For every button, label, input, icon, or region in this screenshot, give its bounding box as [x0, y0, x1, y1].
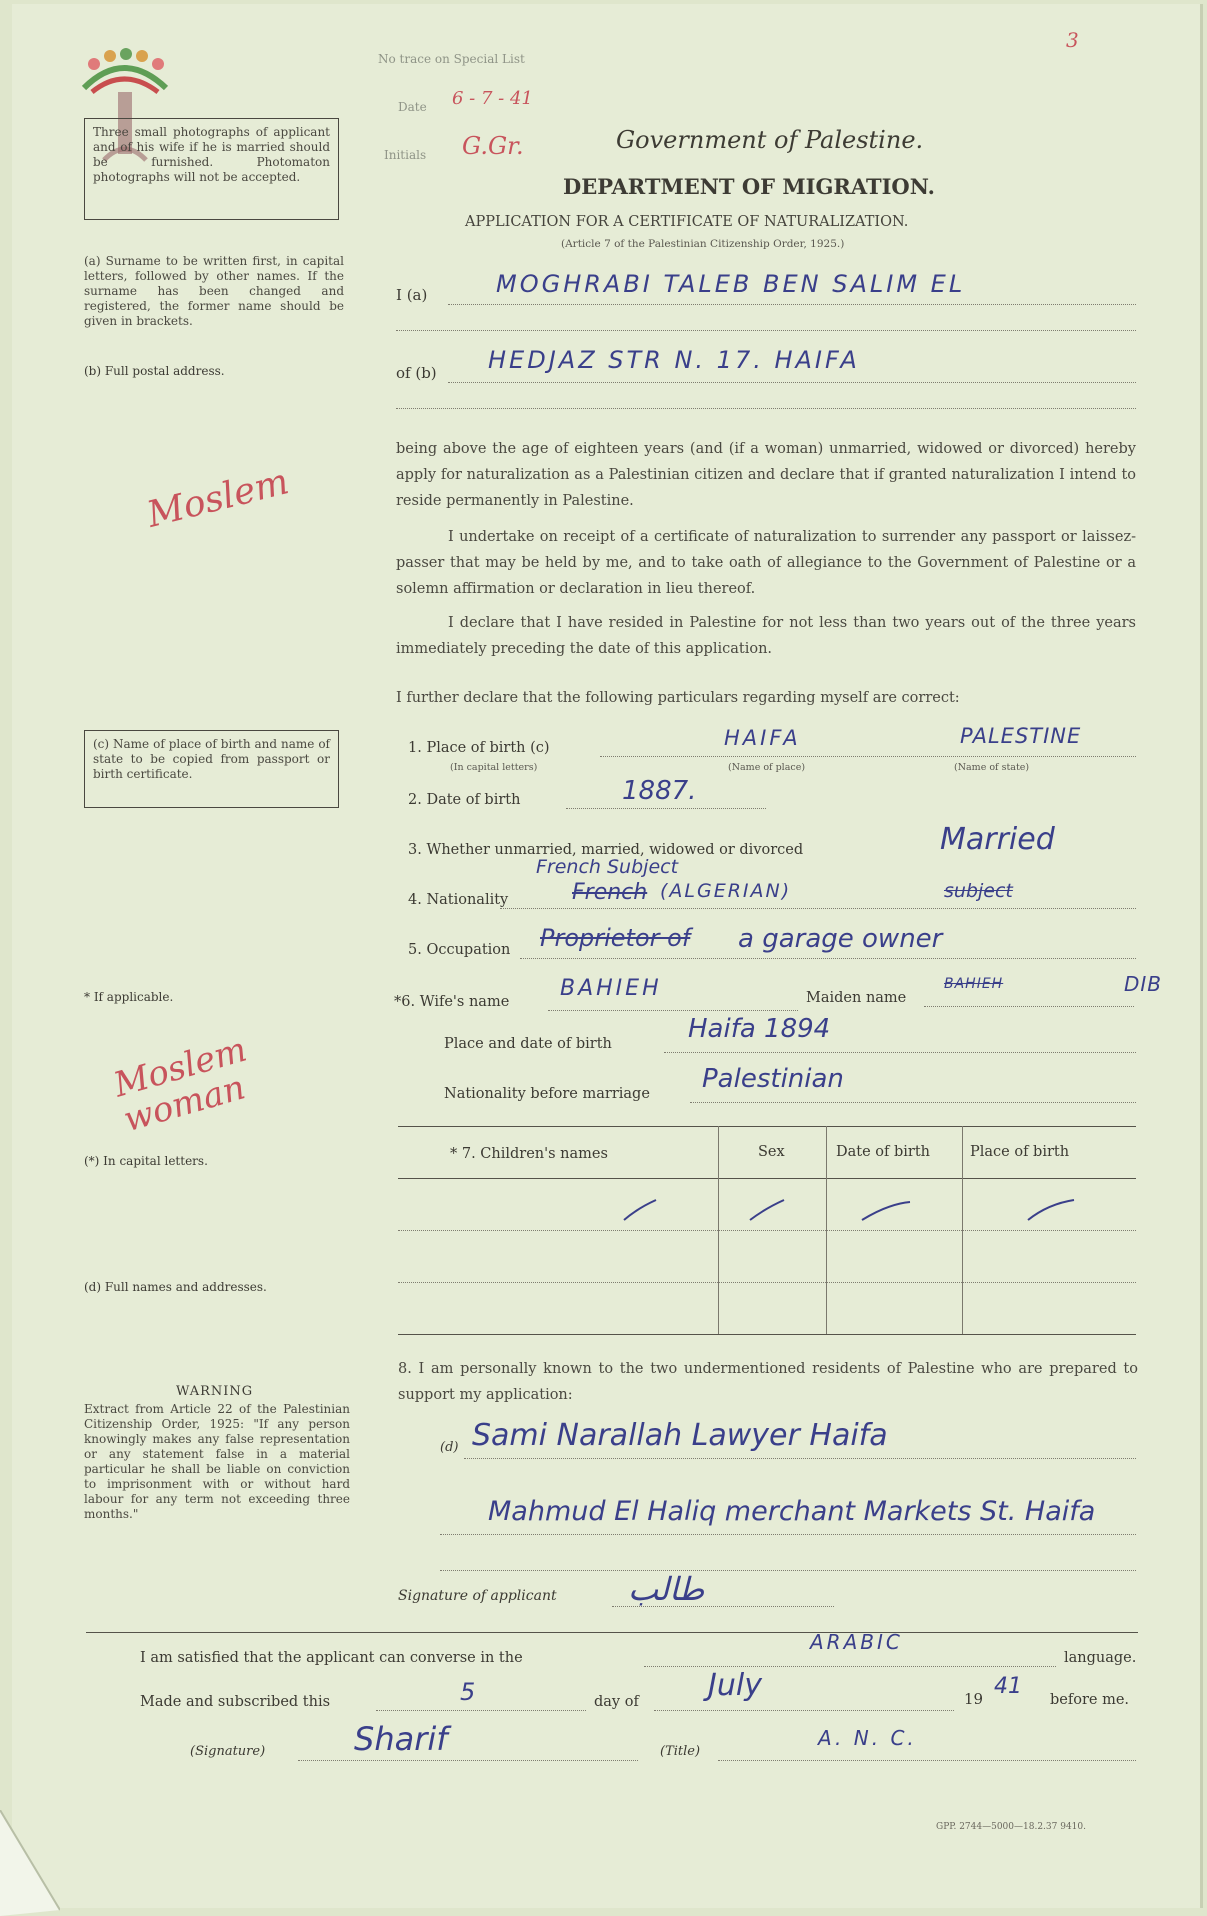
address-prefix: of (b) [396, 364, 437, 382]
marital-label: 3. Whether unmarried, married, widowed or divorced [408, 842, 804, 858]
birth-state-value: PALESTINE [960, 724, 1082, 748]
page-number: 3 [1066, 28, 1079, 52]
title-value: A. N. C. [818, 1726, 917, 1750]
note-if-applicable: * If applicable. [84, 990, 174, 1004]
footer-print-code: GPP. 2744—5000—18.2.37 9410. [936, 1822, 1086, 1832]
language-line [644, 1666, 1056, 1667]
wife-birth-label: Place and date of birth [444, 1036, 612, 1052]
maiden-value: DIB [1124, 972, 1163, 996]
marital-value: Married [940, 822, 1055, 857]
made-label: Made and subscribed this [140, 1694, 331, 1710]
referee-3-line [440, 1570, 1136, 1571]
wife-religion-mark: Moslem woman [109, 1029, 252, 1141]
address-line [448, 382, 1136, 383]
wife-birth-value: Haifa 1894 [688, 1014, 831, 1044]
application-title: APPLICATION FOR A CERTIFICATE OF NATURALIZATION. [465, 214, 909, 230]
referee-1: Sami Narallah Lawyer Haifa [472, 1418, 888, 1453]
children-header-birthplace: Place of birth [970, 1144, 1070, 1160]
photo-note: Three small photographs of applicant and of his wife if he is married should be furnished. Photomaton photographs will not be accepted. [93, 125, 330, 184]
birth-place-line [600, 756, 1136, 757]
department-title: DEPARTMENT OF MIGRATION. [563, 174, 935, 199]
children-header-sex: Sex [758, 1144, 785, 1160]
nationality-line [500, 908, 1136, 909]
note-capital-letters: (*) In capital letters. [84, 1154, 208, 1168]
wife-line [548, 1010, 798, 1011]
table-bottom-rule [398, 1334, 1136, 1335]
certification-statement: I am satisfied that the applicant can converse in the [140, 1650, 523, 1666]
official-signature-label: (Signature) [190, 1744, 266, 1759]
nationality-label: 4. Nationality [408, 892, 509, 908]
applicant-signature: طالب [628, 1570, 705, 1608]
applicant-signature-label: Signature of applicant [398, 1588, 557, 1604]
applicant-name: MOGHRABI TALEB BEN SALIM EL [496, 270, 966, 298]
name-line-2 [396, 330, 1136, 331]
table-row-line-2 [398, 1282, 1136, 1283]
note-postal-address: (b) Full postal address. [84, 364, 225, 378]
maiden-struck: BAHIEH [944, 976, 1004, 992]
day-label: day of [594, 1694, 639, 1710]
applicant-signature-line [612, 1606, 834, 1607]
note-full-names: (d) Full names and addresses. [84, 1280, 267, 1294]
dob-line [566, 808, 766, 809]
occupation-value: a garage owner [738, 924, 943, 954]
official-signature-line [298, 1760, 638, 1761]
referees-intro: 8. I am personally known to the two undermentioned residents of Palestine who are prepared to support my application: [398, 1361, 1138, 1403]
referees-prefix: (d) [440, 1440, 459, 1455]
dob-label: 2. Date of birth [408, 792, 521, 808]
wife-nationality-label: Nationality before marriage [444, 1086, 650, 1102]
applicant-address: HEDJAZ STR N. 17. HAIFA [488, 346, 860, 374]
further-declaration: I further declare that the following particulars regarding myself are correct: [396, 690, 960, 706]
declaration-3: I declare that I have resided in Palestine for not less than two years out of the three years immediately preceding the date of this application. [396, 615, 1136, 657]
referee-2: Mahmud El Haliq merchant Markets St. Haifa [488, 1496, 1096, 1527]
children-header-dob: Date of birth [836, 1144, 931, 1160]
note-birth-box [84, 730, 339, 808]
title-line [718, 1760, 1136, 1761]
stamp-date-label: Date [398, 100, 427, 114]
stamp-date-value: 6 - 7 - 41 [452, 88, 533, 109]
stamp-no-trace: No trace on Special List [378, 52, 525, 66]
occupation-struck: Proprietor of [540, 924, 691, 952]
stamp-initials-value: G.Gr. [462, 132, 524, 160]
note-birth-place: (c) Name of place of birth and name of state to be copied from passport or birth certificate. [93, 737, 330, 781]
occupation-line [520, 958, 1136, 959]
year-prefix: 19 [964, 1690, 984, 1708]
birth-place-label: 1. Place of birth (c) [408, 740, 550, 756]
in-capital-letters: (In capital letters) [450, 762, 538, 773]
occupation-label: 5. Occupation [408, 942, 511, 958]
official-signature: Sharif [354, 1720, 448, 1758]
wife-nationality-value: Palestinian [702, 1064, 844, 1094]
children-header-names: * 7. Children's names [450, 1146, 608, 1162]
nationality-value: (ALGERIAN) [660, 880, 792, 902]
article-reference: (Article 7 of the Palestinian Citizenship Order, 1925.) [561, 238, 845, 250]
maiden-line [924, 1006, 1134, 1007]
language-value: ARABIC [810, 1630, 903, 1654]
table-header-rule [398, 1178, 1136, 1179]
referee-1-line [464, 1458, 1136, 1459]
name-of-state: (Name of state) [954, 762, 1030, 773]
name-prefix: I (a) [396, 286, 428, 304]
month-value: July [708, 1668, 762, 1703]
children-dash-marks [398, 1180, 1136, 1240]
photo-note-box [84, 118, 339, 220]
stamp-initials-label: Initials [384, 148, 427, 162]
name-line [448, 304, 1136, 305]
wife-nationality-line [690, 1102, 1136, 1103]
day-value: 5 [460, 1678, 476, 1706]
month-line [654, 1710, 954, 1711]
dob-value: 1887. [622, 776, 697, 806]
name-of-place: (Name of place) [728, 762, 806, 773]
title-label: (Title) [660, 1744, 701, 1759]
day-line [376, 1710, 586, 1711]
declaration-1: being above the age of eighteen years (and (if a woman) unmarried, widowed or divorced) hereby apply for naturalization as a Palestinian citizen and declare that if granted naturalization I intend to reside permanently in Palestine. [396, 441, 1136, 509]
religion-mark: Moslem [143, 461, 293, 536]
folded-corner-icon [0, 1810, 60, 1916]
certification-rule [86, 1632, 1138, 1633]
government-title: Government of Palestine. [616, 126, 924, 154]
referee-2-line [440, 1534, 1136, 1535]
nationality-struck: French [572, 880, 648, 905]
language-label: language. [1064, 1650, 1137, 1666]
warning-text: Extract from Article 22 of the Palestinian Citizenship Order, 1925: "If any person knowingly makes any false representation or any statement false in a material particular he shall be liable on conviction to imprisonment with or without hard labour for any term not exceeding three months." [84, 1402, 350, 1521]
nationality-correction: French Subject [536, 856, 679, 878]
note-surname: (a) Surname to be written first, in capital letters, followed by other names. If the surname has been changed and registered, the former name should be given in brackets. [84, 254, 344, 328]
table-top-rule [398, 1126, 1136, 1127]
nationality-struck-subject: subject [944, 880, 1013, 902]
wife-value: BAHIEH [560, 976, 662, 1001]
warning-title: WARNING [176, 1384, 254, 1399]
wife-birth-line [664, 1052, 1136, 1053]
before-me: before me. [1050, 1692, 1130, 1708]
declaration-2: I undertake on receipt of a certificate of naturalization to surrender any passport or laissez-passer that may be held by me, and to take oath of allegiance to the Government of Palestine or a solemn affirmation or declaration in lieu thereof. [396, 529, 1136, 597]
address-line-2 [396, 408, 1136, 409]
birth-place-value: HAIFA [724, 726, 801, 750]
maiden-label: Maiden name [806, 990, 907, 1006]
wife-label: *6. Wife's name [394, 994, 510, 1010]
year-value: 41 [994, 1674, 1022, 1699]
